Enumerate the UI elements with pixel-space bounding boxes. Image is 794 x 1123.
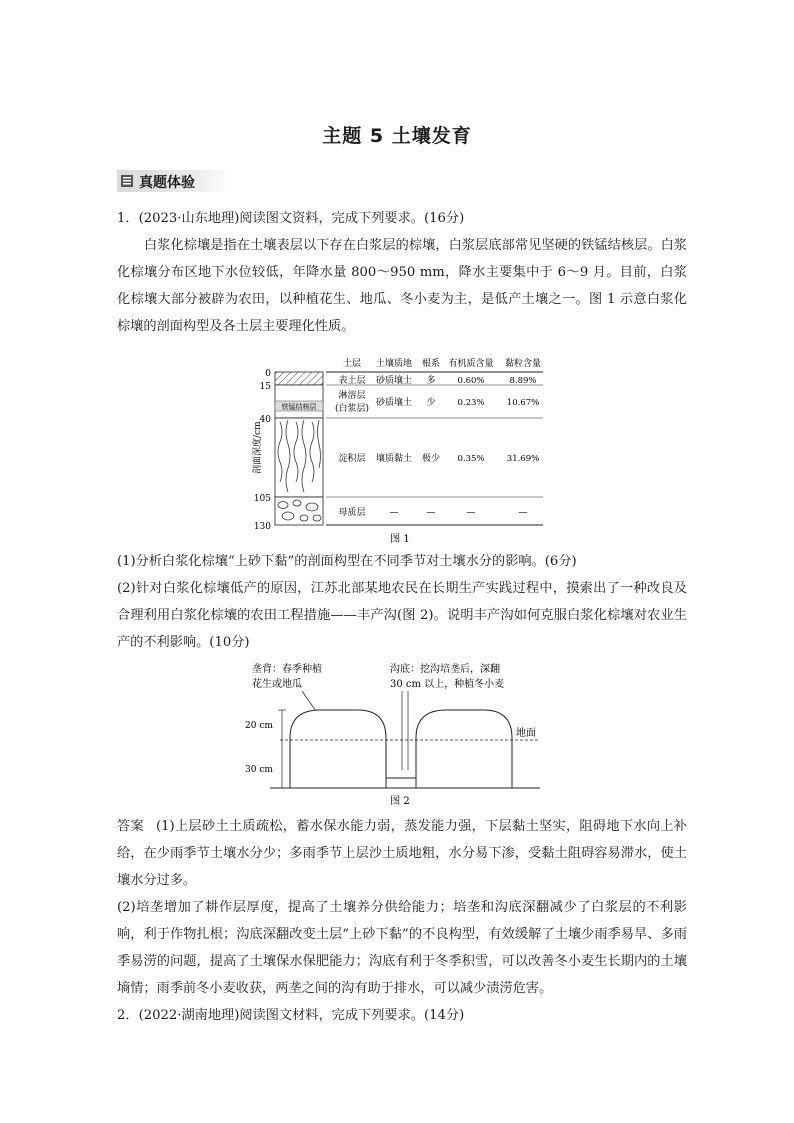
- table-cell: 母质层: [338, 508, 366, 518]
- table-cell: 31.69%: [506, 454, 540, 464]
- section-header: [117, 170, 230, 192]
- left-ridge: [290, 710, 386, 788]
- depth-tick: 0: [265, 369, 271, 379]
- table-cell: 8.89%: [509, 376, 537, 386]
- dimension-lower: 30 cm: [245, 765, 273, 775]
- ground-label: 地面: [516, 728, 536, 739]
- trench-note: 沟底：挖沟培垄后，深翻: [390, 664, 500, 675]
- table-cell: 表土层: [338, 376, 366, 386]
- table-cell: 10.67%: [506, 398, 540, 408]
- book-icon: [120, 174, 134, 188]
- q1-sub1: (1)分析白浆化棕壤“上砂下黏”的剖面构型在不同季节对土壤水分的影响。(6分): [117, 554, 577, 569]
- q1-stem: 1．(2023·山东地理)阅读图文资料，完成下列要求。(16分): [117, 211, 465, 226]
- table-header: 有机质含量: [448, 359, 494, 369]
- trench-note: 30 cm 以上，种植冬小麦: [390, 679, 505, 690]
- table-cell: 0.23%: [457, 398, 485, 408]
- table-cell: 淋溶层: [338, 391, 366, 401]
- depth-tick: 130: [253, 522, 271, 532]
- q1-material: 白浆化棕壤是指在土壤表层以下存在白浆层的棕壤，白浆层底部常见坚硬的铁锰结核层。白浆化棕壤分布区地下水位较低，年降水量 800～950 mm，降水主要集中于 6～9 月。目前，白浆化棕壤大部分被辟为农田，以种植花生、地瓜、冬小麦为主，是低产土壤之一。图 1 示意白浆化棕壤的剖面构型及各土层主要理化性质。: [117, 238, 687, 334]
- table-header: 土壤质地: [375, 359, 413, 369]
- table-cell: 砂质壤土: [375, 398, 413, 408]
- table-header: 黏粒含量: [504, 359, 542, 369]
- q1-sub2: (2)针对白浆化棕壤低产的原因，江苏北部某地农民在长期生产实践过程中，摸索出了一种改良及合理利用白浆化棕壤的农田工程措施——丰产沟(图 2)。说明丰产沟如何克服白浆化棕壤对农业生产的不利影响。(10分): [117, 581, 687, 650]
- depth-tick: 40: [259, 415, 271, 425]
- section-label: 真题体验: [139, 175, 195, 191]
- table-cell: 0.35%: [457, 454, 485, 464]
- topsoil-layer: [275, 372, 323, 385]
- figure-2: [240, 660, 560, 812]
- table-cell: —: [426, 508, 436, 518]
- table-cell: 壤质黏土: [375, 454, 413, 464]
- depth-tick: 105: [253, 494, 271, 504]
- table-cell: —: [518, 508, 528, 518]
- ridge-note: 垄背：春季种植: [252, 664, 322, 675]
- page-title: 主题 5 土壤发育: [322, 125, 472, 147]
- table-cell: 极少: [421, 454, 441, 464]
- ridge-note: 花生或地瓜: [252, 679, 302, 690]
- right-ridge: [416, 710, 512, 788]
- answer-1-text: (1)上层砂土土质疏松，蓄水保水能力弱，蒸发能力强，下层黏土坚实，阻碍地下水向上补给，在少雨季节土壤水分少；多雨季节上层沙土质地粗，水分易下渗，受黏土阻碍容易滞水，使土壤水分过多。: [117, 819, 687, 888]
- table-cell: (白浆层): [334, 404, 370, 414]
- figure-1: [240, 352, 560, 556]
- table-cell: 少: [426, 398, 436, 408]
- table-cell: 0.60%: [457, 376, 485, 386]
- table-cell: 淀积层: [338, 454, 366, 464]
- depth-tick: 15: [259, 382, 271, 392]
- dimension-upper: 20 cm: [245, 721, 273, 731]
- axis-label: 剖面深度/cm: [253, 421, 263, 474]
- q2-stem: 2．(2022·湖南地理)阅读图文材料，完成下列要求。(14分): [117, 1008, 465, 1023]
- table-cell: 砂质壤土: [375, 376, 413, 386]
- nodule-label: 铁锰结核层: [281, 403, 317, 411]
- q1-answer-1: [117, 813, 687, 894]
- answer-label: 答案: [117, 819, 144, 834]
- table-cell: —: [389, 508, 399, 518]
- table-cell: —: [466, 508, 476, 518]
- figure-2-caption: 图 2: [390, 796, 410, 807]
- table-cell: 多: [426, 376, 436, 386]
- q1-answer-2: (2)培垄增加了耕作层厚度，提高了土壤养分供给能力；培垄和沟底深翻减少了白浆层的不利影响，利于作物扎根；沟底深翻改变土层“上砂下黏”的不良构型，有效缓解了土壤少雨季易旱、多雨季易涝的问题，提高了土壤保水保肥能力；沟底有利于冬季积雪，可以改善冬小麦生长期内的土壤墒情；雨季前冬小麦收获，两垄之间的沟有助于排水，可以减少渍涝危害。: [117, 900, 687, 996]
- table-header: 土层: [342, 359, 362, 369]
- table-header: 根系: [421, 359, 441, 369]
- figure-1-caption: 图 1: [390, 534, 410, 545]
